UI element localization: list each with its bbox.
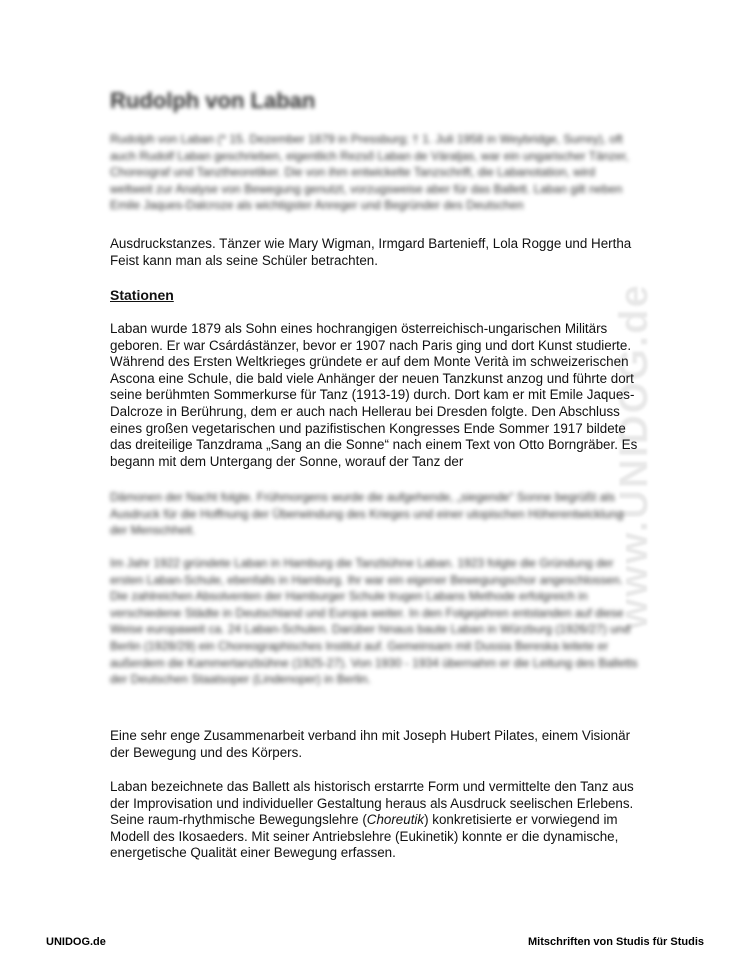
section-heading-stationen: Stationen bbox=[110, 287, 174, 303]
watermark-text: www.UNIDOG.de bbox=[612, 283, 656, 630]
stationen-paragraph: Laban wurde 1879 als Sohn eines hochrangigen österreichisch-ungarischen Militärs geboren. Er war Csárdástänzer, bevor er 1907 nach Paris ging und dort Kunst studierte. Während des Ersten Weltkrieges gründete er auf dem Monte Verità im schweizerischen Ascona eine Schule, die bald viele Anhänger der neuen Tanzkunst anzog und führte dort seine berühmten Sommerkurse für Tanz (1913-19) durch. Dort kam er mit Emile Jaques-Dalcroze in Berührung, dem er auch nach Hellerau bei Dresden folgte. Den Abschluss eines großen vegetarischen und pazifistischen Kongresses Ende Sommer 1917 bildete das dreiteilige Tanzdrama „Sang an die Sonne“ nach einem Text von Otto Borngräber. Es begann mit dem Untergang der Sonne, worauf der Tanz der bbox=[110, 321, 638, 469]
footer-tagline: Mitschriften von Studis für Studis bbox=[527, 936, 704, 948]
pilates-paragraph: Eine sehr enge Zusammenarbeit verband ihn mit Joseph Hubert Pilates, einem Visionär der Bewegung und des Körpers. bbox=[110, 728, 631, 760]
ballett-text-part1: Laban bezeichnete das Ballett als historisch erstarrte Form und vermittelte den Tanz aus der Improvisation und individueller Gestaltung heraus als Ausdruck seelischen Erlebens. Seine raum-rhythmische Bewegungslehre ( bbox=[110, 779, 634, 828]
choreutik-term: Choreutik bbox=[366, 812, 425, 828]
footer-site-name: UNIDOG.de bbox=[46, 936, 106, 948]
hamburg-paragraph-blurred: Im Jahr 1922 gründete Laban in Hamburg die Tanzbühne Laban. 1923 folgte die Gründung der ersten Laban-Schule, ebenfalls in Hamburg. Ihr war ein eigener Bewegungschor angeschlossen. Die zahlreichen Absolventen der Hamburger Schule trugen Labans Methode erfolgreich in verschiedene Städte in Deutschland und Europa weiter. In den Folgejahren entstanden auf diese Weise europaweit ca. 24 Laban-Schulen. Darüber hinaus baute Laban in Würzburg (1926/27) und Berlin (1928/29) ein Choreographisches Institut auf. Gemeinsam mit Dussia Bereska leitete er außerdem die Kammertanzbühne (1925-27). Von 1930 - 1934 übernahm er die Leitung des Balletts der Deutschen Staatsoper (Lindenoper) in Berlin. bbox=[110, 556, 638, 687]
stationen-paragraph-blurred: Dämonen der Nacht folgte. Frühmorgens wurde die aufgehende, „siegende“ Sonne begrüßt als Ausdruck für die Hoffnung der Überwindung des Krieges und einer utopischen Höherentwicklung der Menschheit. bbox=[110, 490, 624, 538]
ballett-text-part2: ) konkretisierte er vorwiegend im Modell des Ikosaeders. Mit seiner Antriebslehre (Eukinetik) konnte er die dynamische, energetische Qualität einer Bewegung erfassen. bbox=[110, 812, 619, 861]
intro-paragraph-visible: Ausdruckstanzes. Tänzer wie Mary Wigman, Irmgard Bartenieff, Lola Rogge und Hertha Feist kann man als seine Schüler betrachten. bbox=[110, 236, 632, 268]
intro-paragraph-blurred: Rudolph von Laban (* 15. Dezember 1879 in Pressburg; † 1. Juli 1958 in Weybridge, Surrey), oft auch Rudolf Laban geschrieben, eigentlich Rezső Laban de Váraljas, war ein ungarischer Tänzer, Choreograf und Tanztheoretiker. Die von ihm entwickelte Tanzschrift, die Labanotation, wird weltweit zur Analyse von Bewegung genutzt, vorzugsweise aber für das Ballett. Laban gilt neben Emile Jaques-Dalcroze als wichtigster Anreger und Begründer des Deutschen bbox=[110, 132, 629, 213]
document-title: Rudolph von Laban bbox=[110, 88, 316, 113]
ballett-paragraph bbox=[110, 779, 638, 862]
